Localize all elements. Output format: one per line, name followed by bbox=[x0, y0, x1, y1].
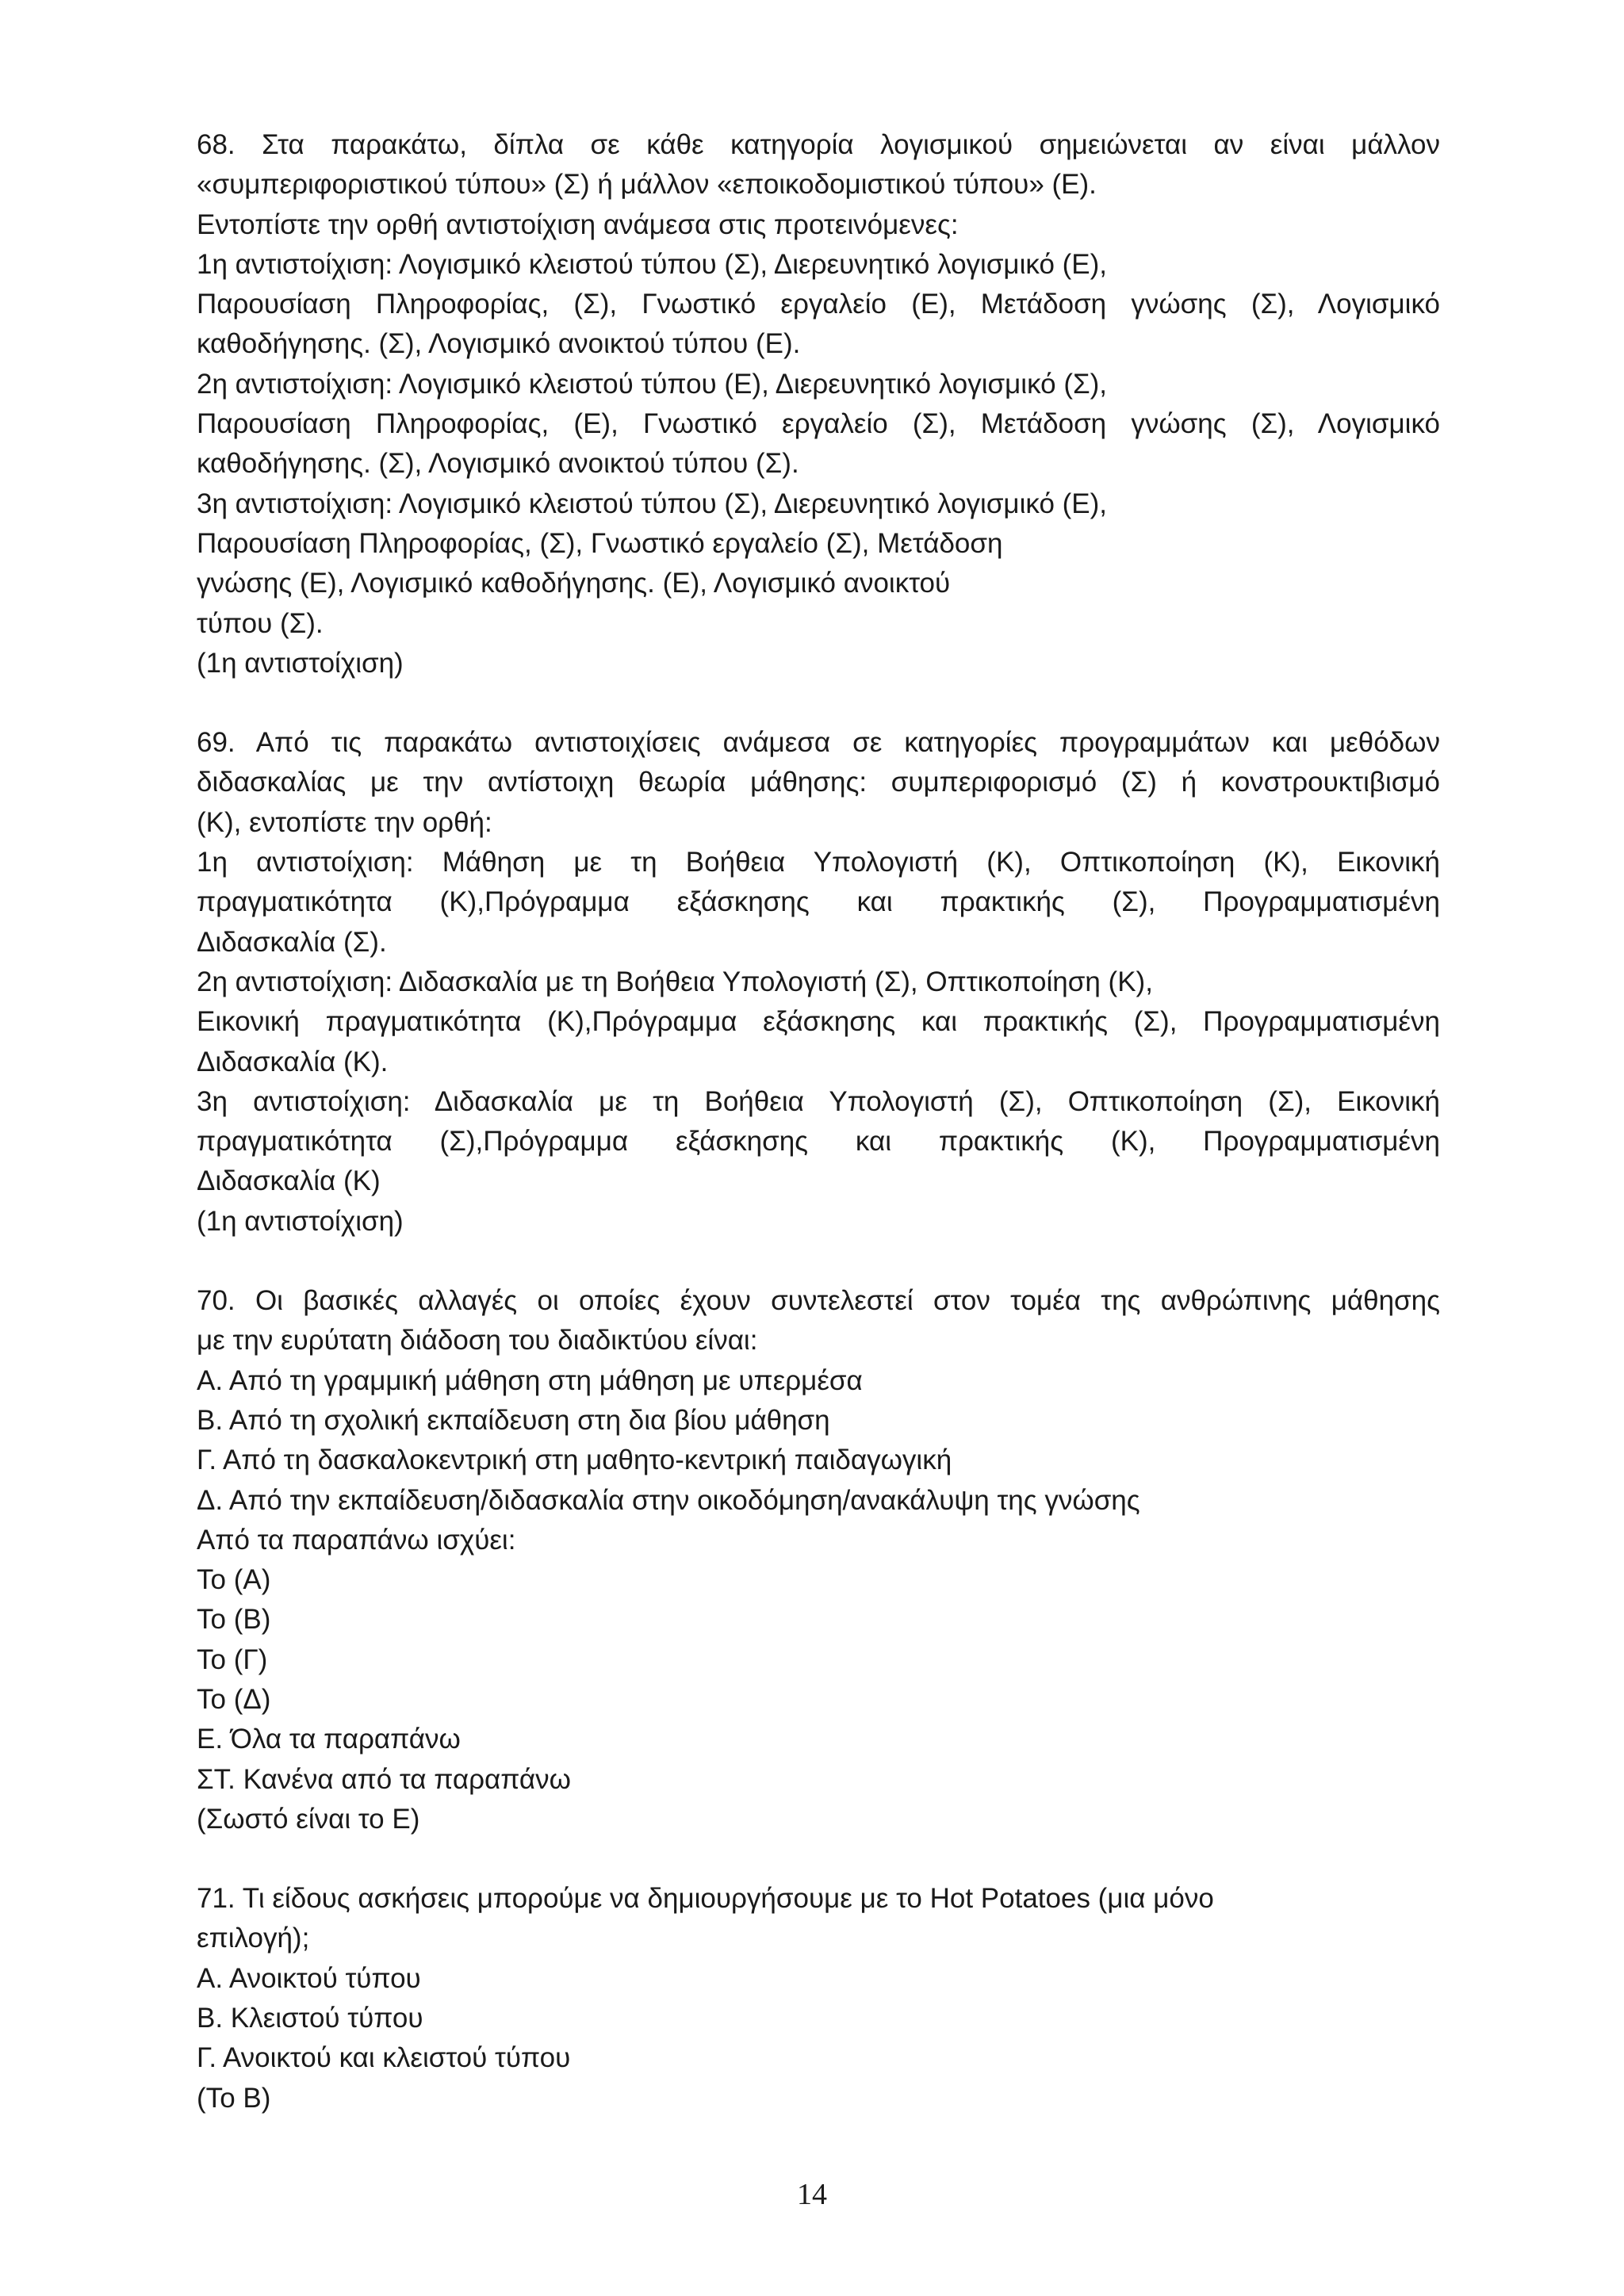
text-line: Εντοπίστε την ορθή αντιστοίχιση ανάμεσα στις προτεινόμενες: bbox=[197, 209, 959, 240]
text-line: 69. Από τις παρακάτω αντιστοιχίσεις ανάμεσα σε κατηγορίες προγραμμάτων και μεθόδων bbox=[197, 727, 1440, 759]
option-line: Δ. Από την εκπαίδευση/διδασκαλία στην οικοδόμηση/ανακάλυψη της γνώσης bbox=[197, 1484, 1140, 1516]
text-line: πραγματικότητα (Κ),Πρόγραμμα εξάσκησης και πρακτικής (Σ), Προγραμματισμένη bbox=[197, 886, 1440, 918]
option-line: Το (Γ) bbox=[197, 1644, 268, 1675]
page-number: 14 bbox=[797, 2178, 827, 2211]
text-line: (Κ), εντοπίστε την ορθή: bbox=[197, 806, 492, 838]
text-line: Διδασκαλία (Κ) bbox=[197, 1165, 381, 1197]
answer-line: (Το Β) bbox=[197, 2082, 271, 2114]
text-line: Εικονική πραγματικότητα (Κ),Πρόγραμμα εξάσκησης και πρακτικής (Σ), Προγραμματισμένη bbox=[197, 1006, 1440, 1038]
option-line: Το (Β) bbox=[197, 1604, 271, 1636]
option-line: Β. Κλειστού τύπου bbox=[197, 2003, 423, 2034]
option-line: Το (Δ) bbox=[197, 1683, 271, 1715]
text-line: 2η αντιστοίχιση: Διδασκαλία με τη Βοήθεια Υπολογιστή (Σ), Οπτικοποίηση (Κ), bbox=[197, 966, 1153, 997]
text-line: 3η αντιστοίχιση: Διδασκαλία με τη Βοήθεια Υπολογιστή (Σ), Οπτικοποίηση (Σ), Εικονική bbox=[197, 1085, 1440, 1117]
text-line: 2η αντιστοίχιση: Λογισμικό κλειστού τύπου (Ε), Διερευνητικό λογισμικό (Σ), bbox=[197, 368, 1108, 400]
text-line: Διδασκαλία (Σ). bbox=[197, 926, 387, 958]
text-line: καθοδήγησης. (Σ), Λογισμικό ανοικτού τύπου (Σ). bbox=[197, 448, 799, 480]
option-line: Γ. Ανοικτού και κλειστού τύπου bbox=[197, 2042, 571, 2074]
text-line: Από τα παραπάνω ισχύει: bbox=[197, 1524, 516, 1556]
text-line: γνώσης (Ε), Λογισμικό καθοδήγησης. (Ε), Λογισμικό ανοικτού bbox=[197, 568, 951, 599]
text-line: 70. Οι βασικές αλλαγές οι οποίες έχουν συντελεστεί στον τομέα της ανθρώπινης μάθησης bbox=[197, 1285, 1440, 1317]
text-line: πραγματικότητα (Σ),Πρόγραμμα εξάσκησης και πρακτικής (Κ), Προγραμματισμένη bbox=[197, 1126, 1440, 1158]
text-line: με την ευρύτατη διάδοση του διαδικτύου είναι: bbox=[197, 1325, 758, 1357]
option-line: ΣΤ. Κανένα από τα παραπάνω bbox=[197, 1763, 571, 1795]
question-68 bbox=[197, 125, 1440, 683]
option-line: Α. Από τη γραμμική μάθηση στη μάθηση με υπερμέσα bbox=[197, 1364, 863, 1396]
text-line: Παρουσίαση Πληροφορίας, (Σ), Γνωστικό εργαλείο (Ε), Μετάδοση γνώσης (Σ), Λογισμικό bbox=[197, 289, 1440, 320]
text-line: 1η αντιστοίχιση: Λογισμικό κλειστού τύπου (Σ), Διερευνητικό λογισμικό (Ε), bbox=[197, 248, 1108, 280]
text-line: Παρουσίαση Πληροφορίας, (Ε), Γνωστικό εργαλείο (Σ), Μετάδοση γνώσης (Σ), Λογισμικό bbox=[197, 408, 1440, 440]
question-69 bbox=[197, 723, 1440, 1242]
option-line: Το (Α) bbox=[197, 1564, 271, 1596]
text-line: καθοδήγησης. (Σ), Λογισμικό ανοικτού τύπου (Ε). bbox=[197, 328, 801, 360]
answer-line: (1η αντιστοίχιση) bbox=[197, 1205, 404, 1237]
document-body bbox=[197, 125, 1440, 2158]
text-line: 3η αντιστοίχιση: Λογισμικό κλειστού τύπου (Σ), Διερευνητικό λογισμικό (Ε), bbox=[197, 488, 1108, 519]
text-line: 71. Τι είδους ασκήσεις μπορούμε να δημιουργήσουμε με το Hot Potatoes (μια μόνο bbox=[197, 1883, 1214, 1915]
text-line: 1η αντιστοίχιση: Μάθηση με τη Βοήθεια Υπολογιστή (Κ), Οπτικοποίηση (Κ), Εικονική bbox=[197, 847, 1440, 878]
answer-line: (Σωστό είναι το Ε) bbox=[197, 1803, 420, 1835]
question-70 bbox=[197, 1281, 1440, 1839]
text-line: διδασκαλίας με την αντίστοιχη θεωρία μάθησης: συμπεριφορισμό (Σ) ή κονστρουκτιβισμό bbox=[197, 767, 1440, 798]
option-line: Ε. Όλα τα παραπάνω bbox=[197, 1724, 461, 1755]
option-line: Β. Από τη σχολική εκπαίδευση στη δια βίου μάθηση bbox=[197, 1404, 830, 1436]
text-line: Παρουσίαση Πληροφορίας, (Σ), Γνωστικό εργαλείο (Σ), Μετάδοση bbox=[197, 527, 1003, 559]
text-line: τύπου (Σ). bbox=[197, 607, 324, 639]
question-71 bbox=[197, 1879, 1440, 2118]
text-line: Διδασκαλία (Κ). bbox=[197, 1046, 389, 1077]
option-line: Α. Ανοικτού τύπου bbox=[197, 1962, 421, 1994]
text-line: 68. Στα παρακάτω, δίπλα σε κάθε κατηγορία λογισμικού σημειώνεται αν είναι μάλλον bbox=[197, 129, 1440, 160]
option-line: Γ. Από τη δασκαλοκεντρική στη μαθητο-κεντρική παιδαγωγική bbox=[197, 1445, 952, 1476]
text-line: επιλογή); bbox=[197, 1923, 310, 1954]
text-line: «συμπεριφοριστικού τύπου» (Σ) ή μάλλον «εποικοδομιστικού τύπου» (Ε). bbox=[197, 169, 1097, 201]
answer-line: (1η αντιστοίχιση) bbox=[197, 647, 404, 679]
